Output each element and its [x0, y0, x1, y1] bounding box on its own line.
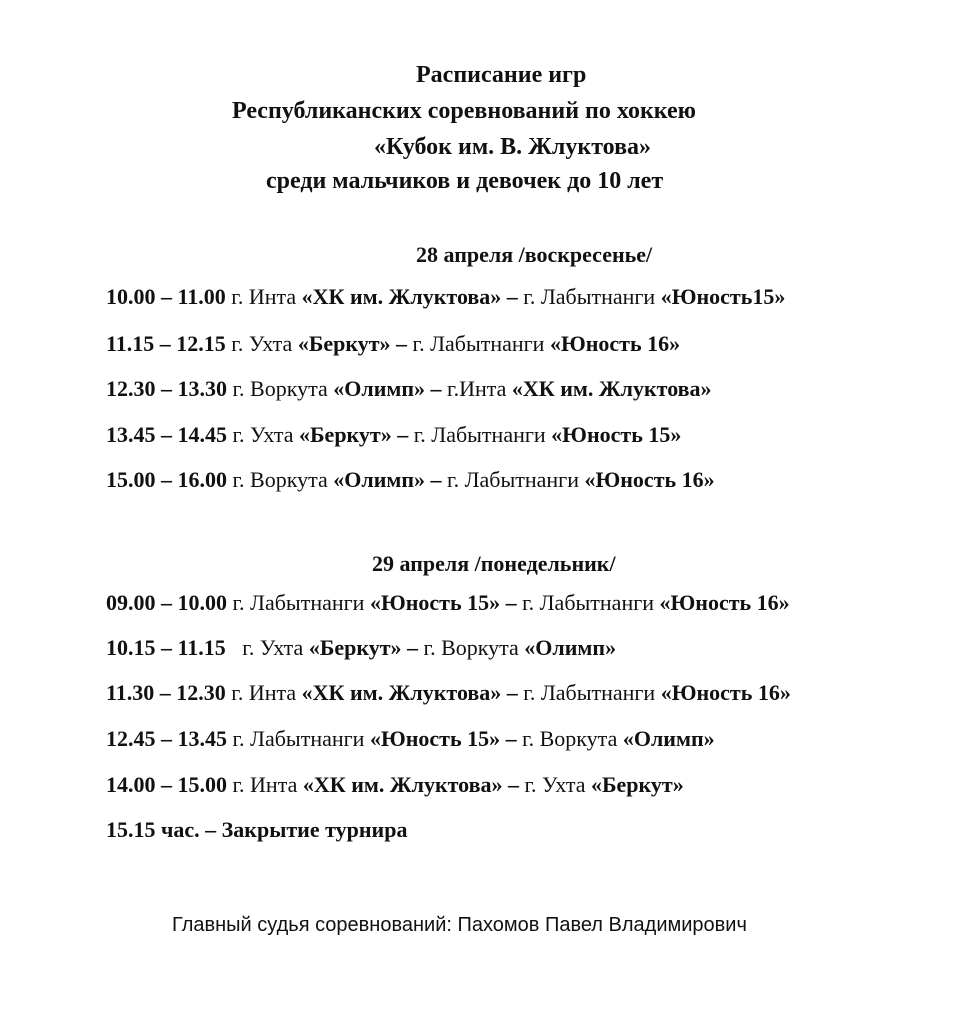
- city-1: г. Ухта: [231, 331, 293, 356]
- team-2: «Юность 16»: [584, 467, 715, 492]
- closing-text: 15.15 час. – Закрытие турнира: [106, 817, 408, 842]
- title-line-4: среди мальчиков и девочек до 10 лет: [266, 168, 664, 194]
- team-2: «Юность 15»: [551, 422, 682, 447]
- city-2: г. Лабытнанги: [522, 590, 655, 615]
- chief-judge-line: Главный судья соревнований: Пахомов Павел Владимирович: [172, 914, 747, 936]
- game-time: 11.15 – 12.15: [106, 331, 226, 356]
- game-row: [106, 467, 715, 493]
- game-time: 11.30 – 12.30: [106, 680, 226, 705]
- vs-separator: –: [501, 680, 524, 705]
- city-2: г. Лабытнанги: [523, 284, 656, 309]
- city-1: г. Воркута: [232, 467, 328, 492]
- vs-separator: –: [502, 772, 525, 797]
- team-1: «ХК им. Жлуктова»: [302, 772, 503, 797]
- city-1: г. Ухта: [231, 635, 304, 660]
- game-row: [106, 376, 712, 402]
- team-1: «Беркут»: [308, 635, 402, 660]
- team-1: «ХК им. Жлуктова»: [301, 284, 502, 309]
- city-2: г. Лабытнанги: [413, 422, 546, 447]
- vs-separator: –: [500, 726, 523, 751]
- game-row: [106, 331, 680, 357]
- city-1: г. Лабытнанги: [232, 726, 365, 751]
- team-2: «Юность15»: [660, 284, 786, 309]
- closing-line: [106, 817, 407, 843]
- team-2: «Юность 16»: [659, 590, 790, 615]
- title-line-3: «Кубок им. В. Жлуктова»: [374, 134, 652, 160]
- team-2: «ХК им. Жлуктова»: [511, 376, 712, 401]
- city-1: г. Ухта: [232, 422, 294, 447]
- game-time: 14.00 – 15.00: [106, 772, 227, 797]
- team-1: «Юность 15»: [369, 590, 501, 615]
- city-1: г. Инта: [231, 284, 297, 309]
- city-2: г. Воркута: [522, 726, 618, 751]
- team-2: «Олимп»: [524, 635, 617, 660]
- vs-separator: –: [391, 422, 414, 447]
- game-row: [106, 680, 791, 706]
- vs-separator: –: [425, 467, 448, 492]
- team-1: «Олимп»: [333, 376, 426, 401]
- team-2: «Беркут»: [591, 772, 684, 797]
- vs-separator: –: [425, 376, 448, 401]
- vs-separator: –: [401, 635, 424, 660]
- game-time: 10.00 – 11.00: [106, 284, 226, 309]
- day1-date: 28 апреля /воскресенье/: [416, 242, 653, 267]
- team-1: «Беркут»: [297, 331, 391, 356]
- game-row: [106, 590, 790, 616]
- team-1: «ХК им. Жлуктова»: [301, 680, 502, 705]
- team-1: «Беркут»: [299, 422, 392, 447]
- vs-separator: –: [390, 331, 413, 356]
- game-row: [106, 284, 785, 310]
- game-row: [106, 635, 616, 661]
- game-row: [106, 726, 715, 752]
- game-row: [106, 772, 684, 798]
- city-2: г. Лабытнанги: [523, 680, 656, 705]
- city-2: г.Инта: [447, 376, 507, 401]
- city-2: г. Лабытнанги: [447, 467, 579, 492]
- team-2: «Юность 16»: [660, 680, 791, 705]
- city-2: г. Лабытнанги: [412, 331, 545, 356]
- game-time: 12.30 – 13.30: [106, 376, 227, 401]
- team-1: «Юность 15»: [369, 726, 501, 751]
- day2-date: 29 апреля /понедельник/: [372, 551, 616, 576]
- vs-separator: –: [501, 284, 524, 309]
- city-2: г. Ухта: [524, 772, 586, 797]
- game-time: 15.00 – 16.00: [106, 467, 227, 492]
- game-time: 09.00 – 10.00: [106, 590, 227, 615]
- city-1: г. Инта: [231, 680, 297, 705]
- vs-separator: –: [500, 590, 523, 615]
- city-1: г. Лабытнанги: [232, 590, 365, 615]
- game-time: 13.45 – 14.45: [106, 422, 227, 447]
- game-time: 10.15 – 11.15: [106, 635, 226, 660]
- city-1: г. Воркута: [232, 376, 328, 401]
- game-time: 12.45 – 13.45: [106, 726, 227, 751]
- team-2: «Юность 16»: [549, 331, 681, 356]
- city-1: г. Инта: [232, 772, 298, 797]
- game-row: [106, 422, 681, 448]
- team-2: «Олимп»: [622, 726, 715, 751]
- team-1: «Олимп»: [333, 467, 426, 492]
- title-line-2: Республиканских соревнований по хоккею: [232, 98, 697, 124]
- city-2: г. Воркута: [423, 635, 519, 660]
- title-line-1: Расписание игр: [416, 62, 587, 88]
